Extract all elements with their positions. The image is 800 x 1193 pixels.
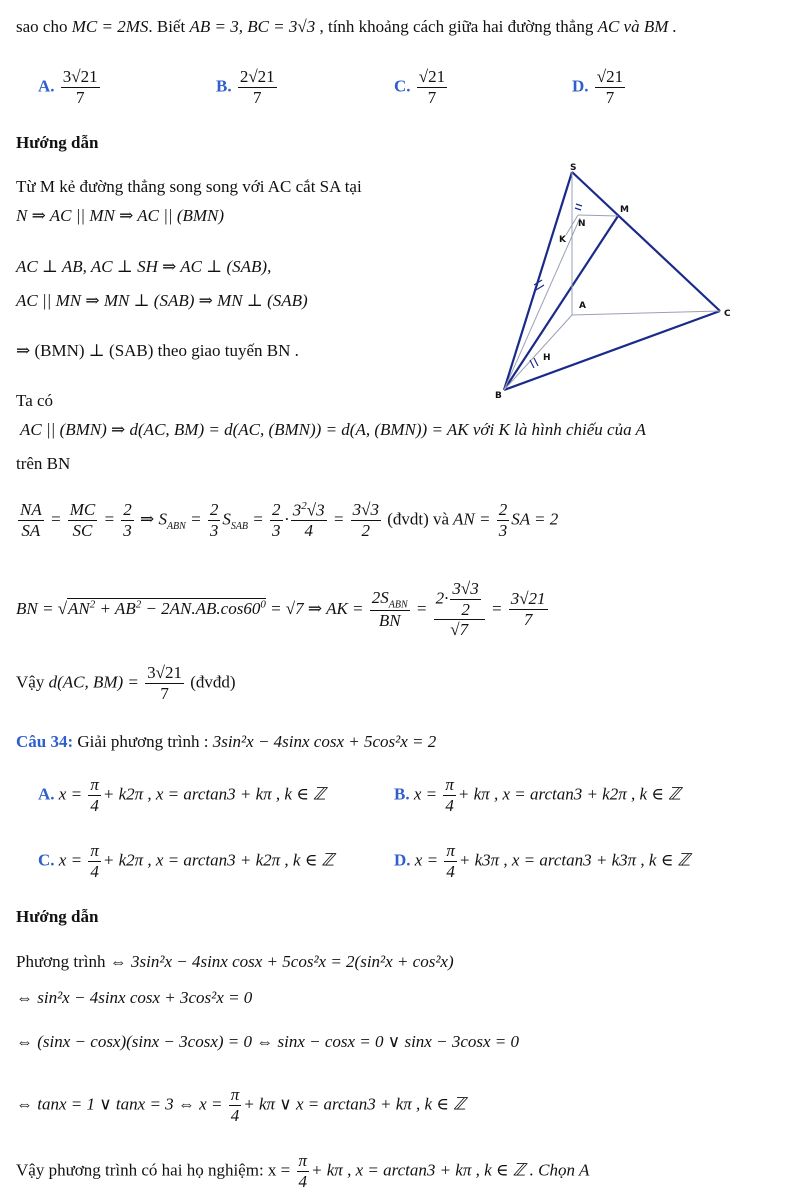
question-label: Câu 34: [16, 732, 74, 751]
question-text: Giải phương trình : [77, 732, 209, 751]
edge-bc [504, 311, 720, 390]
choice-denominator: 7 [253, 87, 262, 107]
q33-step-2: N ⇒ AC || MN ⇒ AC || (BMN) [16, 206, 225, 225]
choice-label: C. [394, 76, 411, 96]
q34-step-3: ⇔ (sinx − cosx)(sinx − 3cosx) = 0 ⇔ sinx − cosx = 0 ∨ sinx − 3cosx = 0 [16, 1032, 520, 1051]
an-tail-text: SA = 2 [511, 509, 559, 529]
question-equation: 3sin²x − 4sinx cosx + 5cos²x = 2 [212, 732, 437, 751]
choice-label: D. [394, 850, 411, 870]
q34-choice-d[interactable]: D. x = $\frac{\pi}{4}$ + k3π , x = arctan3 + k3π , k ∈ ℤ [394, 841, 691, 881]
q33-step-3: AC ⊥ AB, AC ⊥ SH ⇒ AC ⊥ (SAB), [16, 257, 272, 276]
label-h: H [543, 353, 551, 363]
q33-step-7: AC || (BMN) ⇒ d(AC, BM) = d(AC, (BMN)) = d(A, (BMN)) = AK với K là hình chiếu của A [20, 420, 646, 439]
q33-step-10: BN = $√AN^2 + AB^2 - 2AN.AB.\cos 60^0 = √7$ ⇒ AK = $\frac{2S_{ABN}}{BN}$ = 2· $\frac{3√3}{2}$ √7 = $\frac{3√21}{7}$ [16, 579, 546, 640]
conclusion-post: + kπ , x = arctan3 + kπ , k ∈ ℤ . Chọn A [311, 1160, 590, 1180]
choice-text: + k3π , x = arctan3 + k3π , k ∈ ℤ [458, 850, 691, 870]
choice-numerator: √21 [418, 67, 446, 86]
conclusion-pre: Vậy phương trình có hai họ nghiệm: x = [16, 1160, 291, 1180]
pyramid-diagram [490, 160, 750, 405]
label-a: A [579, 301, 586, 311]
q33-choice-a[interactable] [38, 68, 102, 107]
conclusion-post: (đvđd) [190, 672, 236, 692]
choice-text: + k2π , x = arctan3 + kπ , k ∈ ℤ [102, 784, 326, 804]
choice-denominator: 7 [605, 87, 615, 107]
q34-choice-c[interactable]: C. x = $\frac{\pi}{4}$ + k2π , x = arctan3 + k2π , k ∈ ℤ [38, 841, 335, 881]
choice-label: B. [216, 76, 232, 96]
step-text: Phương trình [16, 952, 106, 971]
choice-text: + kπ , x = arctan3 + k2π , k ∈ ℤ [457, 784, 681, 804]
q33-step-5: ⇒ (BMN) ⊥ (SAB) theo giao tuyến BN . [16, 341, 299, 360]
q33-choice-c[interactable] [394, 68, 449, 107]
q34-step-4: ⇔ tanx = 1 ∨ tanx = 3 ⇔ x = $\frac{\pi}{4}$ + kπ ∨ x = arctan3 + kπ , k ∈ ℤ [16, 1085, 466, 1125]
step-equation: ⇔ 3sin²x − 4sinx cosx + 5cos²x = 2(sin²x + cos²x) [109, 952, 454, 971]
q33-step-1: Từ M kẻ đường thẳng song song với AC cắt SA tại [16, 177, 362, 196]
choice-label: A. [38, 76, 55, 96]
choice-numerator: 3√21 [62, 67, 98, 86]
intro-text-tail: AC và BM . [597, 17, 677, 36]
q33-choice-d[interactable] [572, 68, 627, 107]
conclusion-pre: Vậy [16, 672, 45, 692]
intro-text: sao cho [16, 17, 68, 36]
intro-text-biet: . Biết [148, 17, 186, 36]
choice-numerator: 2√21 [239, 67, 275, 86]
q34-conclusion: Vậy phương trình có hai họ nghiệm: x = $\frac{\pi}{4}$ + kπ , x = arctan3 + kπ , k ∈ ℤ . Chọn A [16, 1151, 590, 1191]
intro-text-post: , tính khoảng cách giữa hai đường thẳng [319, 17, 594, 36]
choice-text: + k2π , x = arctan3 + k2π , k ∈ ℤ [102, 850, 335, 870]
label-m: M [620, 205, 629, 215]
q34-choice-a[interactable]: A. x = $\frac{\pi}{4}$ + k2π , x = arctan3 + kπ , k ∈ ℤ [38, 775, 326, 815]
choice-label: A. [38, 784, 55, 804]
choice-label: D. [572, 76, 589, 96]
q33-step-8: trên BN [16, 454, 71, 473]
label-s: S [570, 163, 577, 173]
edge-sc [572, 172, 720, 311]
q33-step-6: Ta có [16, 391, 54, 410]
label-k: K [559, 235, 566, 245]
q33-step-4: AC || MN ⇒ MN ⊥ (SAB) ⇒ MN ⊥ (SAB) [16, 291, 308, 310]
q34-guide-heading: Hướng dẫn [16, 907, 99, 926]
q33-step-9: $\frac{NA}{SA}$ = $\frac{MC}{SC}$ = $\frac{2}{3}$ ⇒ $S_{ABN}$ = $\frac{2}{3}$ $S_{SAB}$ = $\frac{2}{3}$ · $\frac{3^2√3}{4}$ = $\frac{3√3}{2}$ (đvdt) và AN = $\frac{2}{3}$ SA = 2 [20, 499, 559, 541]
choice-denominator: 7 [75, 87, 85, 107]
choice-label: B. [394, 784, 410, 804]
choice-label: C. [38, 850, 55, 870]
label-n: N [578, 219, 586, 229]
intro-condition-2: AB = 3, BC = 3√3 [189, 17, 316, 36]
q34-prompt [16, 733, 436, 750]
q34-step-1 [16, 953, 454, 970]
label-b: B [495, 391, 502, 401]
q33-conclusion: Vậy d(AC, BM) = $\frac{3√21}{7}$ (đvđd) [16, 663, 236, 703]
intro-condition-1: MC = 2MS [71, 17, 149, 36]
q33-guide-heading: Hướng dẫn [16, 133, 99, 152]
step-text-post: + kπ ∨ x = arctan3 + kπ , k ∈ ℤ [243, 1094, 466, 1114]
q33-intro [16, 18, 677, 35]
q33-choice-b[interactable] [216, 68, 279, 107]
edge-sb [504, 172, 572, 390]
an-text: AN = [453, 509, 495, 529]
choice-numerator: √21 [596, 67, 624, 86]
dvdt-text: (đvdt) và [387, 509, 450, 529]
q34-choice-b[interactable]: B. x = $\frac{\pi}{4}$ + kπ , x = arctan3 + k2π , k ∈ ℤ [394, 775, 681, 815]
q34-step-2: ⇔ sin²x − 4sinx cosx + 3cos²x = 0 [16, 988, 253, 1007]
label-c: C [724, 309, 731, 319]
choice-denominator: 7 [427, 87, 437, 107]
step-text: ⇔ tanx = 1 ∨ tanx = 3 ⇔ x = [16, 1094, 223, 1114]
